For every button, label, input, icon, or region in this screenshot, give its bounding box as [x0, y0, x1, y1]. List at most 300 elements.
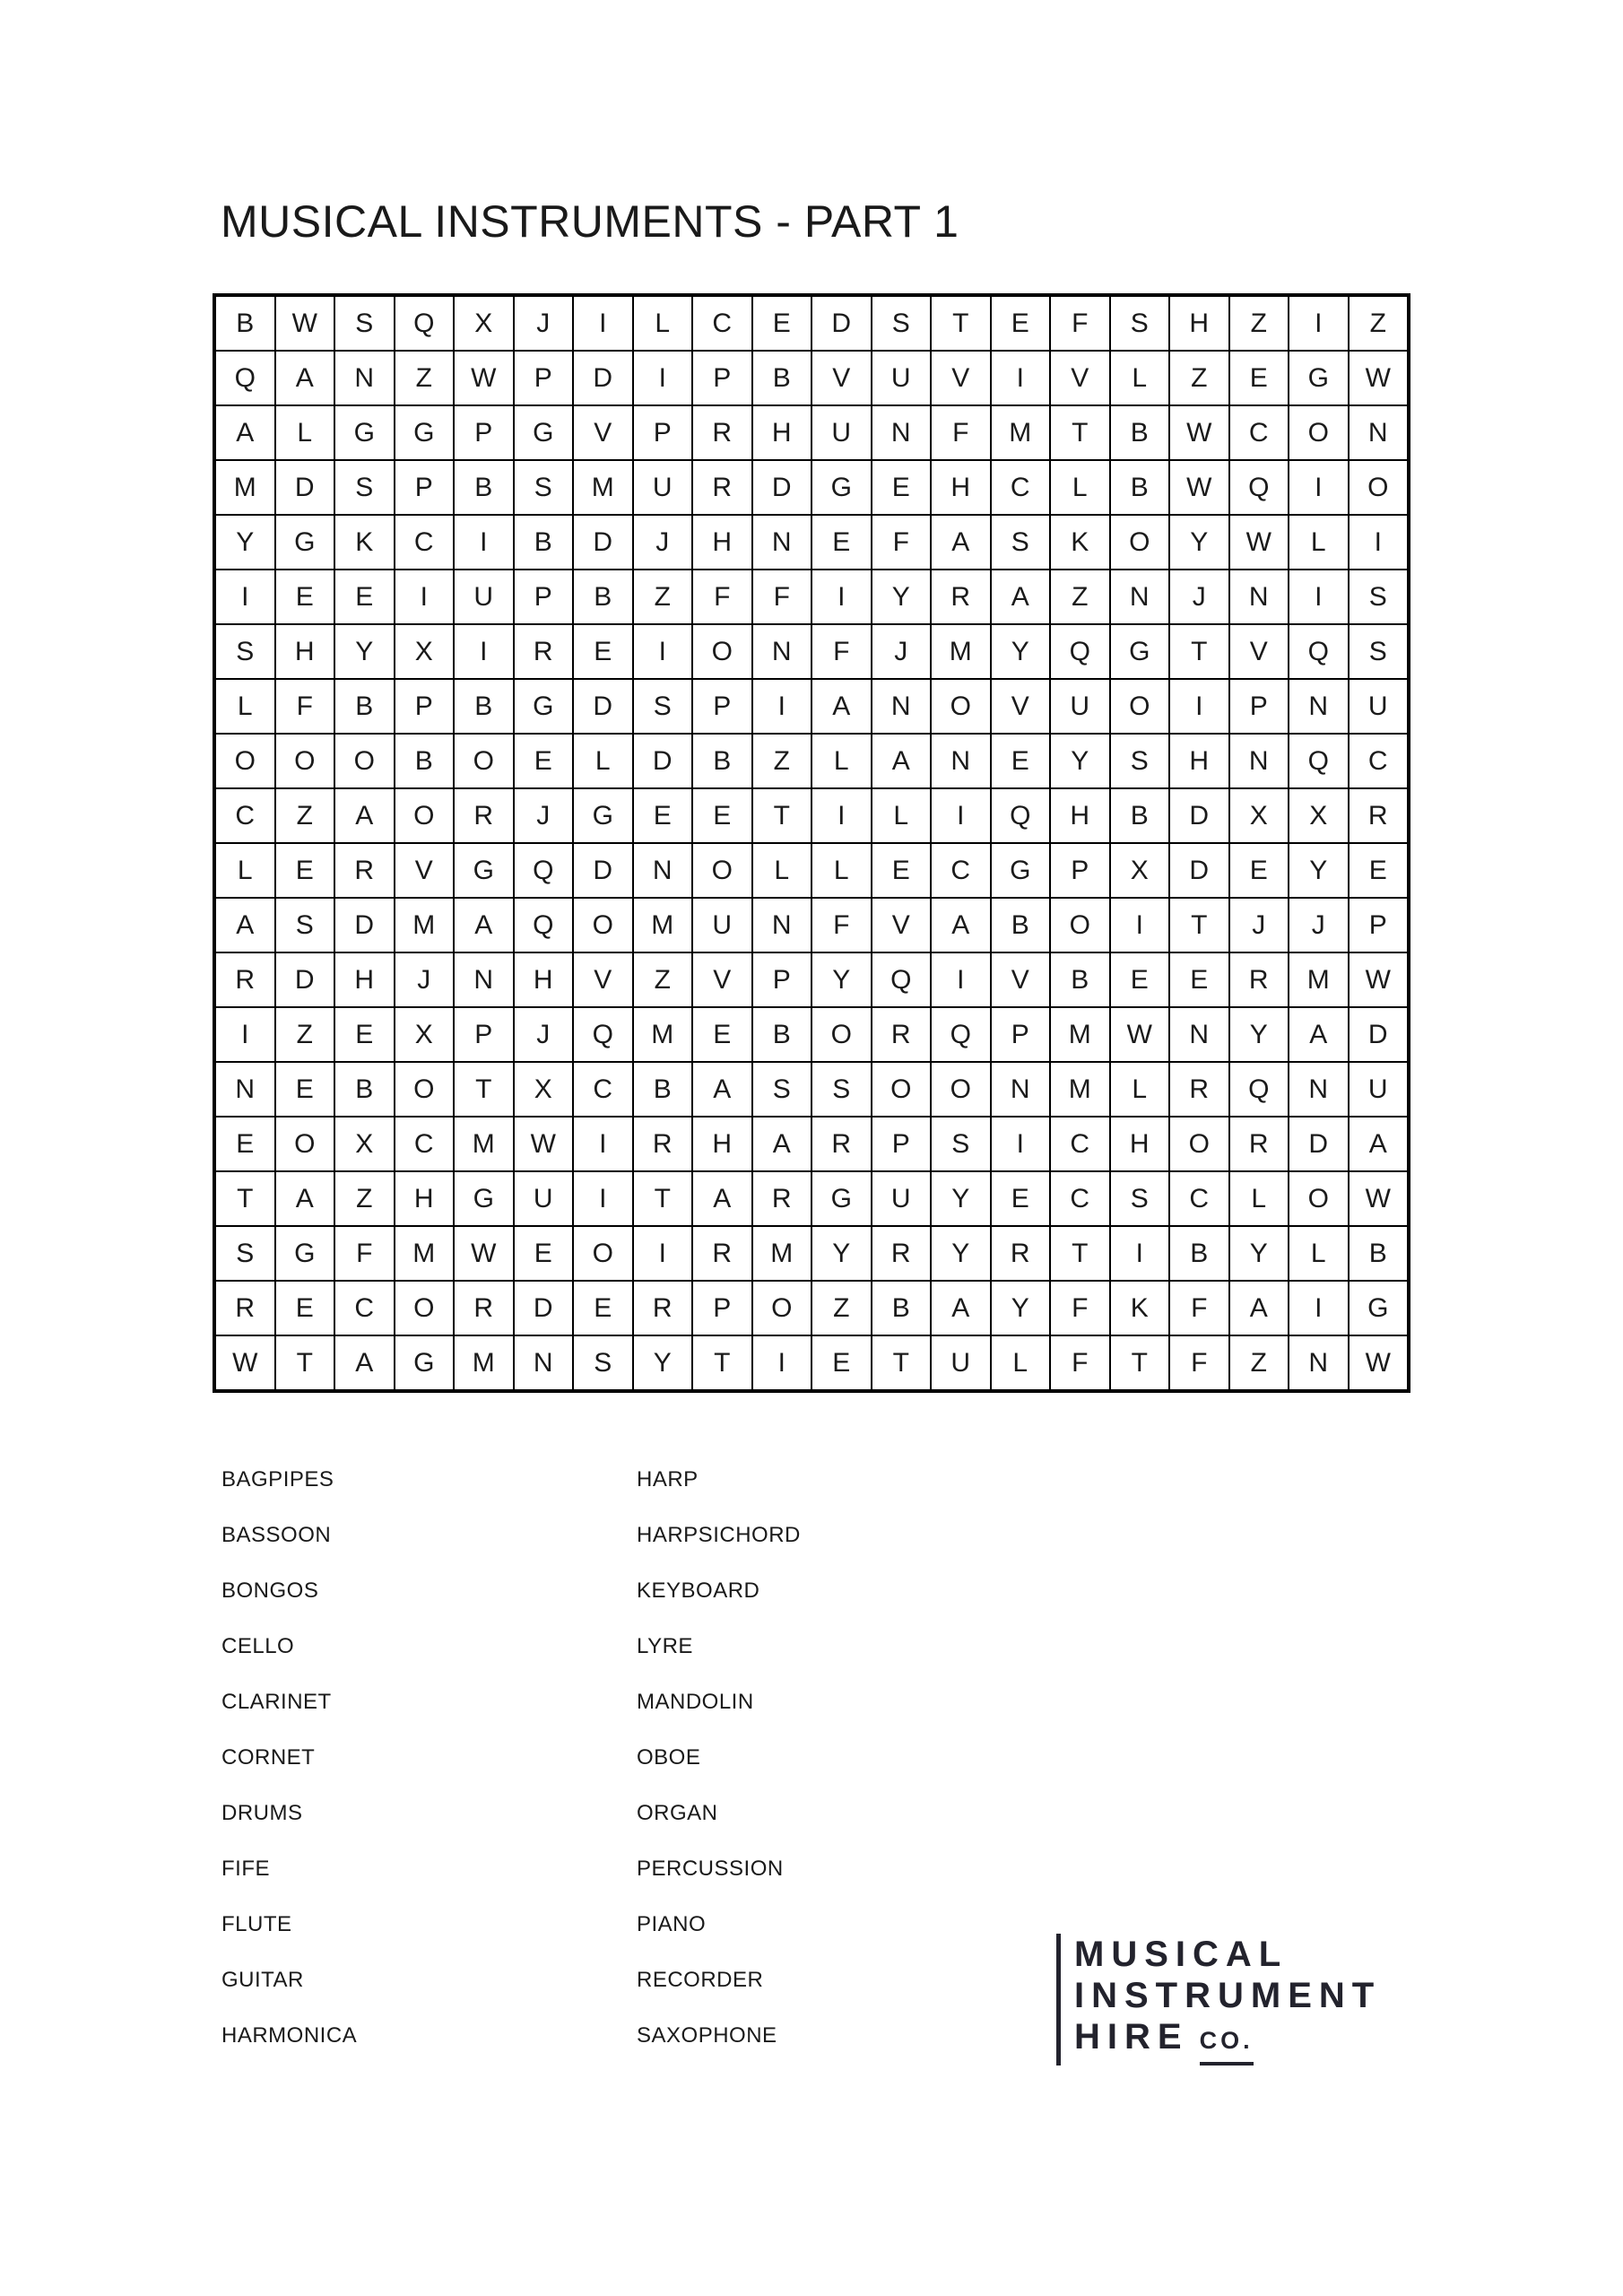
logo [1056, 1934, 1381, 2066]
word-list-item: BASSOON [221, 1523, 332, 1547]
grid-cell: L [1051, 461, 1109, 514]
grid-cell: L [574, 735, 632, 787]
grid-cell: C [335, 1282, 394, 1335]
grid-cell: E [1111, 953, 1169, 1006]
grid-cell: A [276, 1172, 334, 1225]
word-list-item: CORNET [221, 1745, 316, 1770]
grid-cell: W [1350, 1336, 1408, 1389]
word-list-item: LYRE [637, 1634, 693, 1658]
grid-cell: E [634, 789, 692, 842]
grid-cell: E [693, 1008, 751, 1061]
logo-text [1074, 1934, 1381, 2066]
grid-cell: P [753, 953, 812, 1006]
grid-cell: D [753, 461, 812, 514]
grid-cell: F [335, 1227, 394, 1280]
grid-cell: D [1170, 789, 1228, 842]
grid-cell: N [634, 844, 692, 897]
grid-cell: A [932, 899, 990, 952]
grid-cell: L [1289, 1227, 1348, 1280]
grid-cell: Q [574, 1008, 632, 1061]
grid-cell: E [335, 570, 394, 623]
grid-cell: J [1289, 899, 1348, 952]
grid-cell: W [455, 1227, 513, 1280]
grid-cell: F [753, 570, 812, 623]
grid-cell: Z [335, 1172, 394, 1225]
grid-cell: O [872, 1063, 931, 1116]
grid-cell: L [812, 735, 871, 787]
grid-cell: B [1051, 953, 1109, 1006]
grid-cell: S [872, 297, 931, 350]
grid-cell: I [812, 570, 871, 623]
grid-cell: X [515, 1063, 573, 1116]
grid-cell: U [1051, 680, 1109, 733]
grid-cell: P [455, 1008, 513, 1061]
grid-cell: P [1350, 899, 1408, 952]
grid-cell: P [515, 570, 573, 623]
grid-cell: Z [1051, 570, 1109, 623]
grid-cell: V [574, 406, 632, 459]
grid-cell: W [1111, 1008, 1169, 1061]
grid-cell: N [1230, 570, 1289, 623]
grid-cell: I [574, 1172, 632, 1225]
grid-cell: T [753, 789, 812, 842]
grid-cell: R [455, 1282, 513, 1335]
grid-cell: A [1289, 1008, 1348, 1061]
grid-cell: R [1350, 789, 1408, 842]
grid-cell: G [455, 844, 513, 897]
grid-cell: Q [872, 953, 931, 1006]
grid-cell: U [932, 1336, 990, 1389]
word-list-item: BAGPIPES [221, 1467, 334, 1492]
grid-cell: U [1350, 680, 1408, 733]
grid-cell: B [574, 570, 632, 623]
grid-cell: N [515, 1336, 573, 1389]
grid-cell: Q [1230, 1063, 1289, 1116]
grid-cell: T [634, 1172, 692, 1225]
grid-cell: E [515, 1227, 573, 1280]
grid-cell: E [574, 1282, 632, 1335]
grid-cell: O [753, 1282, 812, 1335]
grid-cell: U [872, 1172, 931, 1225]
grid-cell: E [276, 570, 334, 623]
grid-cell: B [872, 1282, 931, 1335]
grid-cell: I [1289, 297, 1348, 350]
grid-cell: R [1230, 1118, 1289, 1170]
grid-cell: T [932, 297, 990, 350]
grid-cell: E [693, 789, 751, 842]
grid-cell: X [335, 1118, 394, 1170]
grid-cell: I [1289, 570, 1348, 623]
grid-cell: N [753, 516, 812, 569]
grid-cell: I [1289, 1282, 1348, 1335]
grid-cell: S [634, 680, 692, 733]
grid-cell: I [992, 352, 1050, 404]
grid-cell: I [1350, 516, 1408, 569]
grid-cell: I [1111, 899, 1169, 952]
grid-cell: E [812, 516, 871, 569]
grid-cell: V [932, 352, 990, 404]
grid-cell: D [515, 1282, 573, 1335]
word-list-item: DRUMS [221, 1801, 303, 1825]
grid-cell: P [395, 461, 454, 514]
grid-cell: P [872, 1118, 931, 1170]
grid-cell: E [276, 1282, 334, 1335]
grid-cell: Z [1170, 352, 1228, 404]
grid-cell: O [693, 625, 751, 678]
grid-cell: E [872, 461, 931, 514]
grid-cell: T [872, 1336, 931, 1389]
grid-cell: H [693, 1118, 751, 1170]
grid-cell: A [276, 352, 334, 404]
grid-cell: B [335, 680, 394, 733]
grid-cell: I [574, 1118, 632, 1170]
logo-line-1: MUSICAL [1074, 1935, 1289, 1974]
grid-cell: O [1111, 680, 1169, 733]
grid-cell: O [1289, 406, 1348, 459]
grid-cell: M [753, 1227, 812, 1280]
word-list-item: ORGAN [637, 1801, 718, 1825]
grid-cell: D [1289, 1118, 1348, 1170]
grid-cell: O [693, 844, 751, 897]
grid-cell: I [395, 570, 454, 623]
grid-cell: C [1350, 735, 1408, 787]
grid-cell: D [276, 461, 334, 514]
grid-cell: Y [872, 570, 931, 623]
grid-cell: N [335, 352, 394, 404]
grid-cell: B [216, 297, 274, 350]
grid-cell: G [992, 844, 1050, 897]
grid-cell: N [872, 406, 931, 459]
grid-cell: T [216, 1172, 274, 1225]
grid-cell: M [395, 899, 454, 952]
grid-cell: I [1170, 680, 1228, 733]
grid-cell: Q [1230, 461, 1289, 514]
grid-cell: F [812, 625, 871, 678]
grid-cell: E [1230, 352, 1289, 404]
grid-cell: Y [1051, 735, 1109, 787]
grid-cell: Y [1170, 516, 1228, 569]
grid-cell: Y [812, 1227, 871, 1280]
grid-cell: Q [1289, 625, 1348, 678]
grid-cell: Z [276, 1008, 334, 1061]
grid-cell: Z [1230, 1336, 1289, 1389]
grid-cell: B [395, 735, 454, 787]
grid-cell: O [812, 1008, 871, 1061]
grid-cell: D [276, 953, 334, 1006]
grid-cell: A [872, 735, 931, 787]
grid-cell: X [1230, 789, 1289, 842]
grid-cell: U [872, 352, 931, 404]
grid-cell: O [574, 899, 632, 952]
grid-cell: X [395, 625, 454, 678]
grid-cell: M [1051, 1008, 1109, 1061]
grid-cell: H [515, 953, 573, 1006]
grid-cell: N [455, 953, 513, 1006]
grid-cell: G [276, 516, 334, 569]
grid-cell: R [335, 844, 394, 897]
grid-cell: R [872, 1227, 931, 1280]
grid-cell: R [693, 1227, 751, 1280]
grid-cell: Q [515, 844, 573, 897]
grid-cell: H [335, 953, 394, 1006]
grid-cell: T [1111, 1336, 1169, 1389]
grid-cell: E [1350, 844, 1408, 897]
grid-cell: E [992, 735, 1050, 787]
grid-cell: V [1051, 352, 1109, 404]
grid-cell: G [574, 789, 632, 842]
grid-cell: P [455, 406, 513, 459]
grid-cell: B [1170, 1227, 1228, 1280]
grid-cell: R [634, 1118, 692, 1170]
grid-cell: H [276, 625, 334, 678]
grid-cell: I [634, 625, 692, 678]
grid-cell: P [1051, 844, 1109, 897]
grid-cell: Y [812, 953, 871, 1006]
word-list-item: GUITAR [221, 1968, 304, 1992]
grid-cell: H [1111, 1118, 1169, 1170]
grid-cell: T [1051, 1227, 1109, 1280]
grid-cell: O [1289, 1172, 1348, 1225]
grid-cell: H [1170, 297, 1228, 350]
word-list-left [221, 1469, 357, 2081]
grid-cell: L [872, 789, 931, 842]
grid-cell: V [1230, 625, 1289, 678]
grid-cell: Q [395, 297, 454, 350]
grid-cell: N [753, 625, 812, 678]
grid-cell: H [1170, 735, 1228, 787]
grid-cell: W [1350, 352, 1408, 404]
grid-cell: C [395, 516, 454, 569]
grid-cell: X [1289, 789, 1348, 842]
grid-cell: N [1289, 1336, 1348, 1389]
grid-cell: M [395, 1227, 454, 1280]
grid-cell: I [634, 352, 692, 404]
grid-cell: I [1111, 1227, 1169, 1280]
grid-cell: E [992, 1172, 1050, 1225]
grid-cell: F [276, 680, 334, 733]
grid-cell: X [395, 1008, 454, 1061]
grid-cell: N [1170, 1008, 1228, 1061]
grid-cell: G [395, 1336, 454, 1389]
grid-cell: Z [634, 953, 692, 1006]
grid-cell: G [1111, 625, 1169, 678]
grid-cell: S [1111, 297, 1169, 350]
word-list-item: FLUTE [221, 1912, 292, 1936]
grid-cell: M [216, 461, 274, 514]
grid-cell: T [1051, 406, 1109, 459]
grid-cell: I [932, 953, 990, 1006]
grid-cell: W [1230, 516, 1289, 569]
grid-cell: O [455, 735, 513, 787]
grid-cell: K [1051, 516, 1109, 569]
grid-cell: Y [1230, 1227, 1289, 1280]
grid-cell: C [1051, 1118, 1109, 1170]
grid-cell: Z [634, 570, 692, 623]
grid-cell: F [1051, 297, 1109, 350]
grid-cell: S [574, 1336, 632, 1389]
grid-cell: I [216, 1008, 274, 1061]
grid-cell: G [515, 406, 573, 459]
grid-cell: G [276, 1227, 334, 1280]
grid-cell: Z [1230, 297, 1289, 350]
grid-cell: S [1350, 625, 1408, 678]
grid-cell: D [812, 297, 871, 350]
grid-cell: D [335, 899, 394, 952]
grid-cell: N [1111, 570, 1169, 623]
grid-cell: O [276, 735, 334, 787]
grid-cell: N [216, 1063, 274, 1116]
grid-cell: O [932, 1063, 990, 1116]
grid-cell: S [992, 516, 1050, 569]
grid-cell: J [872, 625, 931, 678]
grid-cell: A [1230, 1282, 1289, 1335]
grid-cell: P [693, 680, 751, 733]
grid-cell: A [216, 406, 274, 459]
grid-cell: P [992, 1008, 1050, 1061]
grid-cell: B [753, 1008, 812, 1061]
grid-cell: E [515, 735, 573, 787]
grid-cell: P [395, 680, 454, 733]
grid-cell: M [455, 1118, 513, 1170]
grid-cell: J [634, 516, 692, 569]
grid-cell: K [335, 516, 394, 569]
grid-cell: C [216, 789, 274, 842]
grid-cell: D [574, 516, 632, 569]
grid-cell: X [1111, 844, 1169, 897]
grid-cell: Y [1289, 844, 1348, 897]
grid-cell: W [1350, 1172, 1408, 1225]
grid-cell: L [216, 680, 274, 733]
grid-cell: F [1051, 1282, 1109, 1335]
grid-cell: M [932, 625, 990, 678]
grid-cell: K [1111, 1282, 1169, 1335]
grid-cell: M [1289, 953, 1348, 1006]
page-title: MUSICAL INSTRUMENTS - PART 1 [221, 196, 959, 247]
word-search-grid [213, 293, 1410, 1393]
grid-cell: Q [932, 1008, 990, 1061]
grid-cell: C [1230, 406, 1289, 459]
grid-cell: E [812, 1336, 871, 1389]
grid-cell: E [216, 1118, 274, 1170]
grid-cell: V [992, 953, 1050, 1006]
word-list-item: KEYBOARD [637, 1578, 760, 1603]
grid-cell: G [812, 461, 871, 514]
grid-cell: B [1111, 406, 1169, 459]
grid-cell: Y [216, 516, 274, 569]
grid-cell: L [276, 406, 334, 459]
grid-cell: F [1051, 1336, 1109, 1389]
word-list-item: PIANO [637, 1912, 707, 1936]
word-list-item: PERCUSSION [637, 1857, 784, 1881]
grid-cell: N [753, 899, 812, 952]
grid-cell: I [753, 680, 812, 733]
grid-cell: W [276, 297, 334, 350]
grid-cell: A [335, 789, 394, 842]
word-list-item: FIFE [221, 1857, 270, 1881]
grid-cell: Y [335, 625, 394, 678]
grid-cell: B [455, 461, 513, 514]
grid-cell: C [574, 1063, 632, 1116]
grid-cell: R [872, 1008, 931, 1061]
grid-cell: A [753, 1118, 812, 1170]
grid-cell: Z [395, 352, 454, 404]
grid-cell: F [872, 516, 931, 569]
grid-cell: I [812, 789, 871, 842]
grid-cell: V [693, 953, 751, 1006]
grid-cell: A [932, 516, 990, 569]
grid-cell: O [395, 1282, 454, 1335]
grid-cell: P [634, 406, 692, 459]
grid-cell: C [1170, 1172, 1228, 1225]
grid-cell: J [515, 297, 573, 350]
grid-cell: D [1170, 844, 1228, 897]
grid-cell: I [932, 789, 990, 842]
grid-cell: S [335, 297, 394, 350]
grid-cell: M [992, 406, 1050, 459]
grid-cell: Y [932, 1227, 990, 1280]
grid-cell: B [1111, 461, 1169, 514]
grid-cell: M [1051, 1063, 1109, 1116]
grid-cell: Y [634, 1336, 692, 1389]
grid-cell: L [1111, 1063, 1169, 1116]
word-list-item: HARP [637, 1467, 699, 1492]
grid-cell: E [276, 1063, 334, 1116]
grid-cell: L [812, 844, 871, 897]
grid-cell: A [216, 899, 274, 952]
grid-cell: L [753, 844, 812, 897]
grid-cell: Q [515, 899, 573, 952]
logo-line-3 [1074, 2016, 1381, 2066]
grid-cell: T [1170, 625, 1228, 678]
grid-cell: A [1350, 1118, 1408, 1170]
grid-cell: G [515, 680, 573, 733]
word-list-item: OBOE [637, 1745, 701, 1770]
grid-cell: H [753, 406, 812, 459]
grid-cell: G [812, 1172, 871, 1225]
grid-cell: I [455, 625, 513, 678]
grid-cell: A [932, 1282, 990, 1335]
grid-cell: E [276, 844, 334, 897]
grid-cell: M [455, 1336, 513, 1389]
grid-cell: P [1230, 680, 1289, 733]
grid-cell: E [992, 297, 1050, 350]
grid-cell: G [395, 406, 454, 459]
grid-cell: B [634, 1063, 692, 1116]
grid-cell: N [872, 680, 931, 733]
grid-cell: L [634, 297, 692, 350]
grid-cell: G [1289, 352, 1348, 404]
grid-cell: N [1230, 735, 1289, 787]
grid-cell: H [932, 461, 990, 514]
grid-cell: V [395, 844, 454, 897]
grid-cell: Z [276, 789, 334, 842]
grid-cell: G [1350, 1282, 1408, 1335]
grid-cell: N [1289, 1063, 1348, 1116]
logo-line-2: INSTRUMENT [1074, 1976, 1382, 2015]
word-list-item: MANDOLIN [637, 1690, 754, 1714]
grid-cell: Q [216, 352, 274, 404]
grid-cell: B [992, 899, 1050, 952]
grid-cell: M [634, 899, 692, 952]
grid-cell: B [335, 1063, 394, 1116]
grid-cell: Z [1350, 297, 1408, 350]
grid-cell: G [335, 406, 394, 459]
grid-cell: T [693, 1336, 751, 1389]
word-list-item: CELLO [221, 1634, 295, 1658]
grid-cell: C [932, 844, 990, 897]
grid-cell: L [1111, 352, 1169, 404]
grid-cell: V [872, 899, 931, 952]
